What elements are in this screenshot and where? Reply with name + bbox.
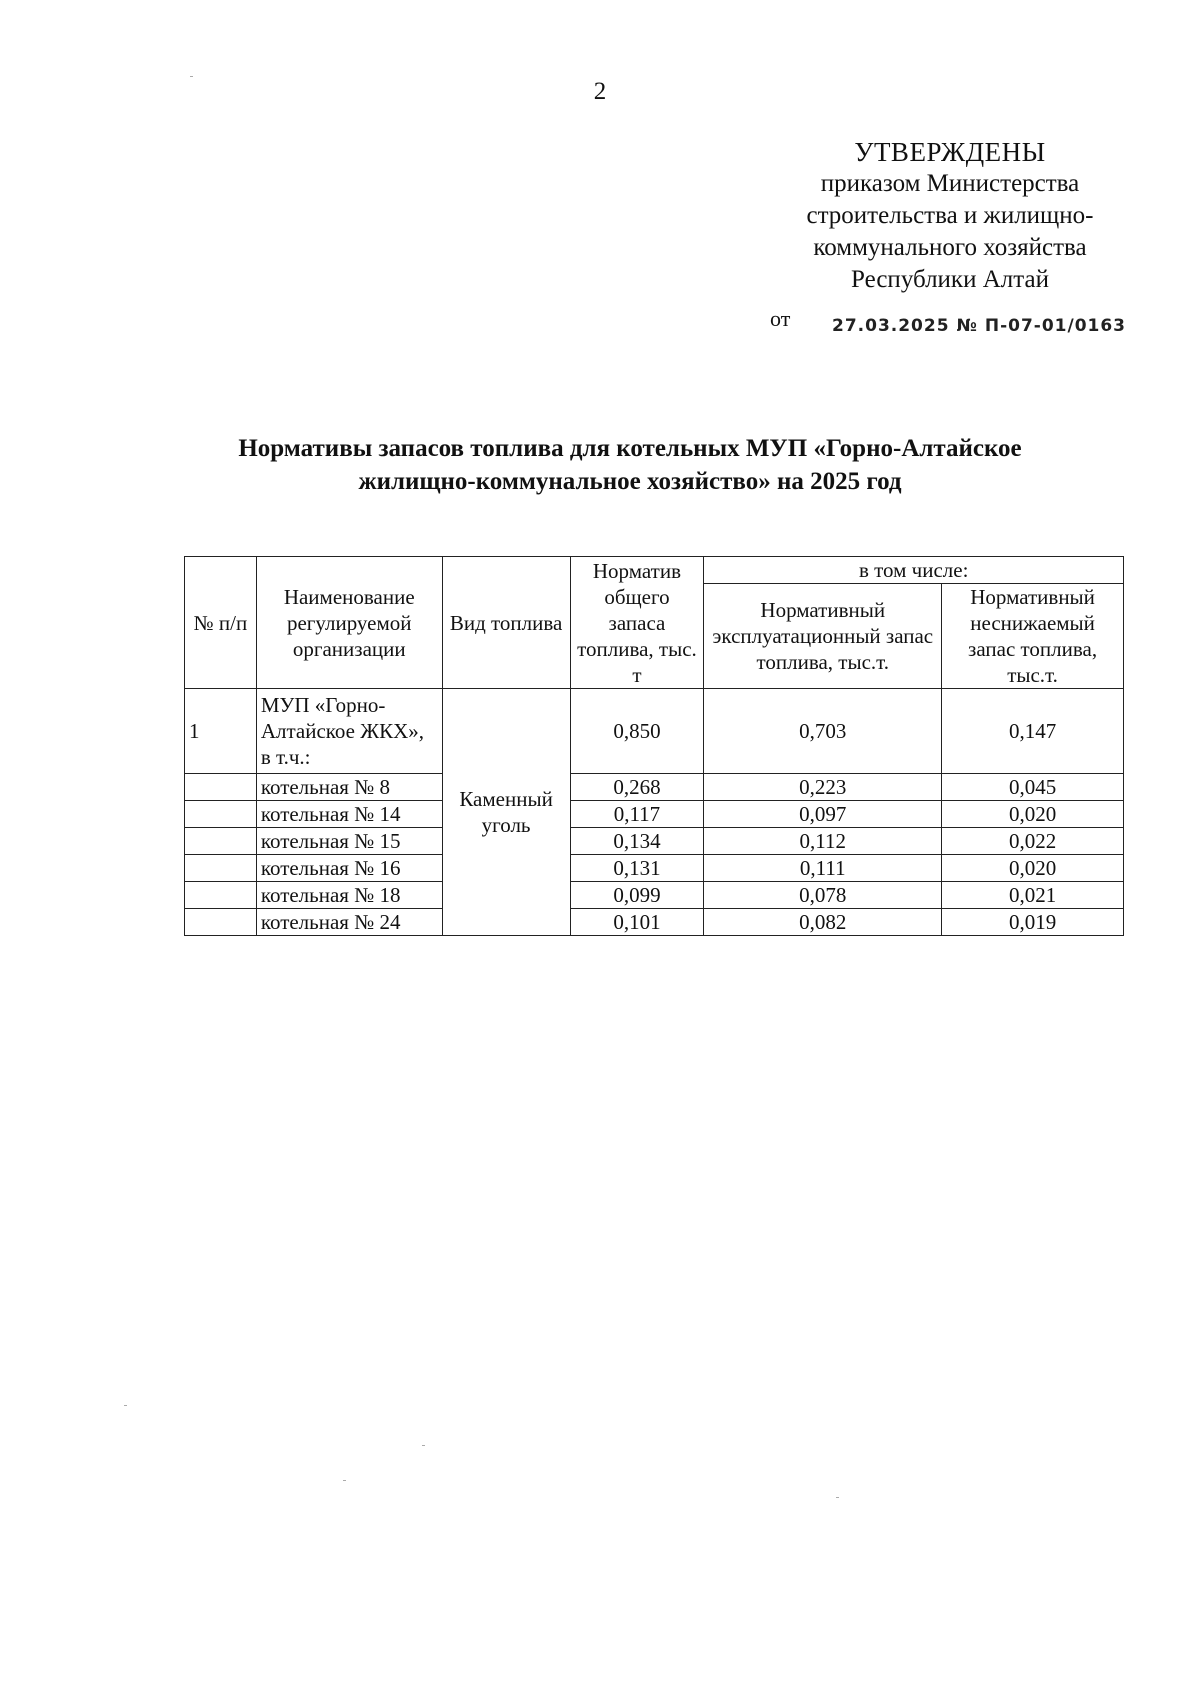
page-number: 2 — [593, 78, 607, 105]
cell-organization: котельная № 24 — [256, 909, 442, 936]
cell-total: 0,101 — [570, 909, 704, 936]
header-organization: Наименование регулируемой организации — [256, 557, 442, 689]
header-operational-reserve: Нормативный эксплуатационный запас топлива, тыс.т. — [704, 584, 942, 689]
cell-organization: котельная № 16 — [256, 855, 442, 882]
header-irreducible-reserve: Нормативный неснижаемый запас топлива, тыс.т. — [942, 584, 1124, 689]
approval-line: Республики Алтай — [851, 266, 1049, 293]
cell-operational: 0,082 — [704, 909, 942, 936]
cell-operational: 0,097 — [704, 801, 942, 828]
header-total-reserve: Норматив общего запаса топлива, тыс. т — [570, 557, 704, 689]
table-row — [185, 909, 1124, 936]
scan-speck — [836, 1497, 839, 1498]
cell-num — [185, 909, 257, 936]
approval-line: коммунального хозяйства — [813, 234, 1087, 261]
table-row — [185, 689, 1124, 774]
scan-speck — [343, 1480, 346, 1481]
table-header-row — [185, 557, 1124, 584]
cell-fuel-type: Каменный уголь — [442, 689, 570, 936]
cell-num — [185, 882, 257, 909]
cell-organization: МУП «Горно-Алтайское ЖКХ», в т.ч.: — [256, 689, 442, 774]
cell-total: 0,850 — [570, 689, 704, 774]
approval-block — [760, 136, 1140, 296]
cell-reserve: 0,045 — [942, 774, 1124, 801]
scan-speck — [124, 1405, 127, 1406]
cell-reserve: 0,022 — [942, 828, 1124, 855]
approval-line: приказом Министерства — [820, 170, 1080, 197]
cell-operational: 0,223 — [704, 774, 942, 801]
header-including: в том числе: — [704, 557, 1124, 584]
cell-num — [185, 828, 257, 855]
approval-line: строительства и жилищно- — [806, 202, 1094, 229]
cell-reserve: 0,020 — [942, 855, 1124, 882]
header-num: № п/п — [185, 557, 257, 689]
header-fuel-type: Вид топлива — [442, 557, 570, 689]
scan-speck — [190, 76, 193, 77]
cell-num — [185, 855, 257, 882]
cell-operational: 0,111 — [704, 855, 942, 882]
cell-operational: 0,703 — [704, 689, 942, 774]
cell-reserve: 0,020 — [942, 801, 1124, 828]
order-number-stamp: 27.03.2025 № П-07-01/0163 — [832, 316, 1127, 336]
table-row — [185, 828, 1124, 855]
cell-organization: котельная № 15 — [256, 828, 442, 855]
table-row — [185, 774, 1124, 801]
cell-num — [185, 801, 257, 828]
document-title-line: жилищно-коммунальное хозяйство» на 2025 год — [358, 468, 902, 495]
cell-operational: 0,112 — [704, 828, 942, 855]
cell-num — [185, 774, 257, 801]
document-title — [150, 432, 1110, 498]
approval-heading: УТВЕРЖДЕНЫ — [854, 137, 1046, 167]
cell-organization: котельная № 14 — [256, 801, 442, 828]
order-date-prefix: от — [770, 306, 791, 331]
cell-organization: котельная № 18 — [256, 882, 442, 909]
cell-total: 0,099 — [570, 882, 704, 909]
cell-total: 0,131 — [570, 855, 704, 882]
cell-total: 0,134 — [570, 828, 704, 855]
cell-total: 0,117 — [570, 801, 704, 828]
document-title-line: Нормативы запасов топлива для котельных МУП «Горно-Алтайское — [238, 435, 1022, 462]
cell-operational: 0,078 — [704, 882, 942, 909]
scan-speck — [422, 1445, 425, 1446]
cell-total: 0,268 — [570, 774, 704, 801]
fuel-norms-table — [184, 556, 1124, 936]
table-row — [185, 801, 1124, 828]
cell-reserve: 0,019 — [942, 909, 1124, 936]
table-row — [185, 882, 1124, 909]
cell-reserve: 0,021 — [942, 882, 1124, 909]
cell-num: 1 — [185, 689, 257, 774]
cell-organization: котельная № 8 — [256, 774, 442, 801]
cell-reserve: 0,147 — [942, 689, 1124, 774]
table-row — [185, 855, 1124, 882]
